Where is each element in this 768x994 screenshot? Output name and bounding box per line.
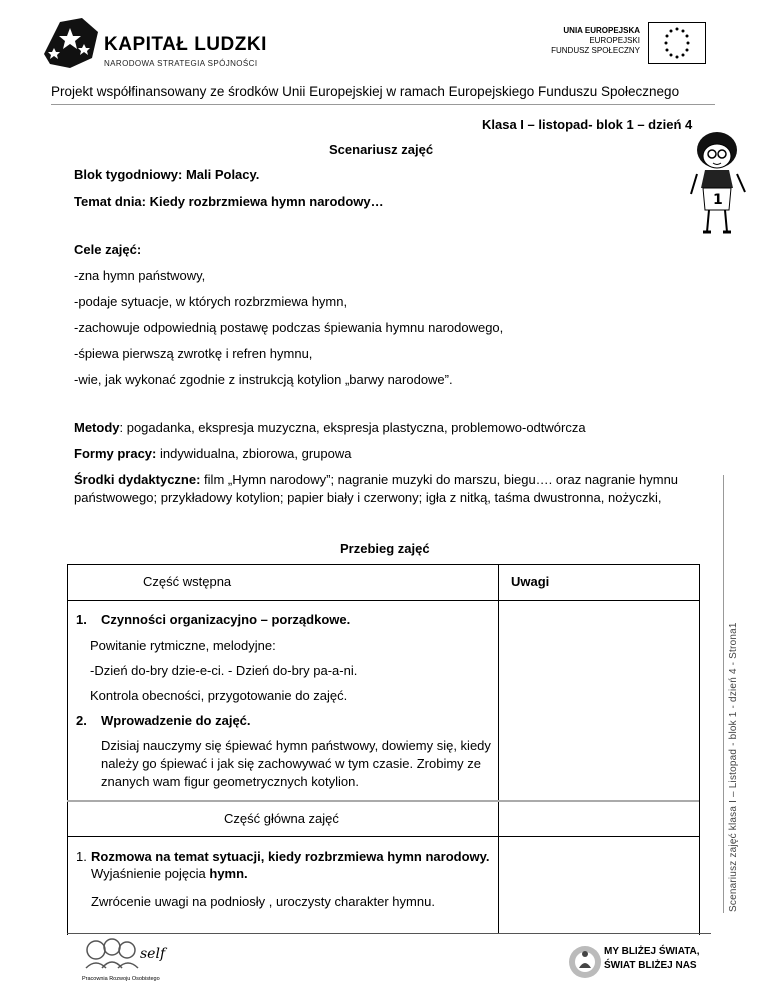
main-section-rule: [67, 836, 699, 837]
item3-title: Rozmowa na temat sytuacji, kiedy rozbrzmiewa hymn narodowy.: [91, 849, 490, 864]
eu-line2: EUROPEJSKI: [589, 36, 640, 45]
eu-logo: [520, 22, 710, 74]
item3-num: 1.: [76, 849, 87, 864]
item1-title: Czynności organizacyjno – porządkowe.: [101, 612, 351, 627]
blok-tygodniowy: [74, 167, 259, 183]
table-header-rule: [67, 600, 699, 601]
mascot-number: 1: [713, 192, 723, 208]
globe-line2: ŚWIAT BLIŻEJ NAS: [604, 960, 697, 971]
main-section-header: Część główna zajęć: [224, 811, 339, 826]
page-title: Scenariusz zajęć: [329, 142, 434, 157]
item3-line: Zwrócenie uwagi na podniosły , uroczysty charakter hymnu.: [91, 894, 435, 909]
kapital-ludzki-logo: [40, 14, 270, 74]
blok-value: : Mali Polacy.: [178, 167, 260, 182]
metody-label: Metody: [74, 420, 120, 435]
item1-line: Kontrola obecności, przygotowanie do zajęć.: [90, 688, 348, 703]
item3-line: [91, 866, 248, 882]
class-info: Klasa I – listopad- blok 1 – dzień 4: [482, 117, 693, 132]
cel-item: -wie, jak wykonać zgodnie z instrukcją kotylion „barwy narodowe”.: [74, 372, 453, 387]
col-header-uwagi: Uwagi: [511, 574, 550, 589]
item2-line: znanych wam figur geometrycznych kotylion.: [101, 774, 359, 789]
logo-subtitle: NARODOWA STRATEGIA SPÓJNOŚCI: [104, 59, 258, 68]
eu-flag-icon: [648, 22, 706, 64]
item2-title: Wprowadzenie do zajęć.: [101, 713, 251, 728]
cele-label: Cele zajęć:: [74, 242, 142, 257]
item2-line: należy go śpiewać i jak się zachowywać w tym czasie. Zrobimy ze: [101, 756, 482, 771]
item2-line: Dzisiaj nauczymy się śpiewać hymn państwowy, dowiemy się, kiedy: [101, 738, 491, 753]
cel-item: -zachowuje odpowiednią postawę podczas śpiewania hymnu narodowego,: [74, 320, 504, 335]
section-rule: [67, 800, 699, 802]
globe-line1: MY BLIŻEJ ŚWIATA,: [604, 946, 700, 957]
item3-l1a: Wyjaśnienie pojęcia: [91, 866, 210, 881]
side-footer-text: Scenariusz zajęć klasa I – Listopad - blok 1 - dzień 4 - Strona1: [728, 622, 739, 912]
logo-title: KAPITAŁ LUDZKI: [104, 34, 267, 55]
item1-line: Powitanie rytmiczne, melodyjne:: [90, 638, 276, 653]
metody: [74, 420, 586, 436]
formy-pracy: [74, 446, 352, 462]
side-rule: [723, 475, 724, 913]
self-logo-text: self: [140, 946, 166, 962]
srodki-value1: film „Hymn narodowy”; nagranie muzyki do marszu, biegu…. oraz nagranie hymnu: [200, 472, 679, 487]
kapital-ludzki-emblem-icon: [40, 14, 102, 72]
globe-people-icon: [566, 942, 604, 982]
header-divider: [51, 104, 715, 105]
srodki-dydaktyczne: [74, 472, 678, 488]
col-header-wstepna: Część wstępna: [143, 574, 232, 589]
self-caption: Pracownia Rozwoju Osobistego: [82, 976, 160, 982]
cel-item: -podaje sytuacje, w których rozbrzmiewa hymn,: [74, 294, 348, 309]
eu-line3: FUNDUSZ SPOŁECZNY: [551, 46, 640, 55]
blok-label: Blok tygodniowy: [74, 167, 178, 182]
metody-value: : pogadanka, ekspresja muzyczna, ekspresja plastyczna, problemowo-odtwórcza: [119, 420, 586, 435]
formy-label: Formy pracy:: [74, 446, 157, 461]
self-logo: [80, 938, 190, 990]
globe-logo: [566, 940, 716, 988]
formy-value: indywidualna, zbiorowa, grupowa: [156, 446, 352, 461]
item2-num: 2.: [76, 713, 87, 728]
mascot-girl-icon: [687, 128, 751, 238]
footer-rule: [67, 933, 711, 934]
cel-item: -śpiewa pierwszą zwrotkę i refren hymnu,: [74, 346, 313, 361]
item3-l1b: hymn.: [209, 866, 248, 881]
item1-num: 1.: [76, 612, 87, 627]
srodki-label: Środki dydaktyczne:: [74, 472, 201, 487]
item1-line: -Dzień do-bry dzie-e-ci. - Dzień do-bry pa-a-ni.: [90, 663, 358, 678]
cel-item: -zna hymn państwowy,: [74, 268, 206, 283]
eu-line1: UNIA EUROPEJSKA: [563, 26, 640, 35]
srodki-value2: państwowego; przykładowy kotylion; papier biały i czerwony; igła z nitką, taśma dwustronna, nożyczki,: [74, 490, 662, 505]
przebieg-title: Przebieg zajęć: [340, 541, 430, 556]
temat-dnia: Temat dnia: Kiedy rozbrzmiewa hymn narodowy…: [74, 194, 384, 209]
project-line: Projekt współfinansowany ze środków Unii Europejskiej w ramach Europejskiego Funduszu Społecznego: [51, 84, 680, 99]
table-col-divider: [498, 564, 499, 934]
